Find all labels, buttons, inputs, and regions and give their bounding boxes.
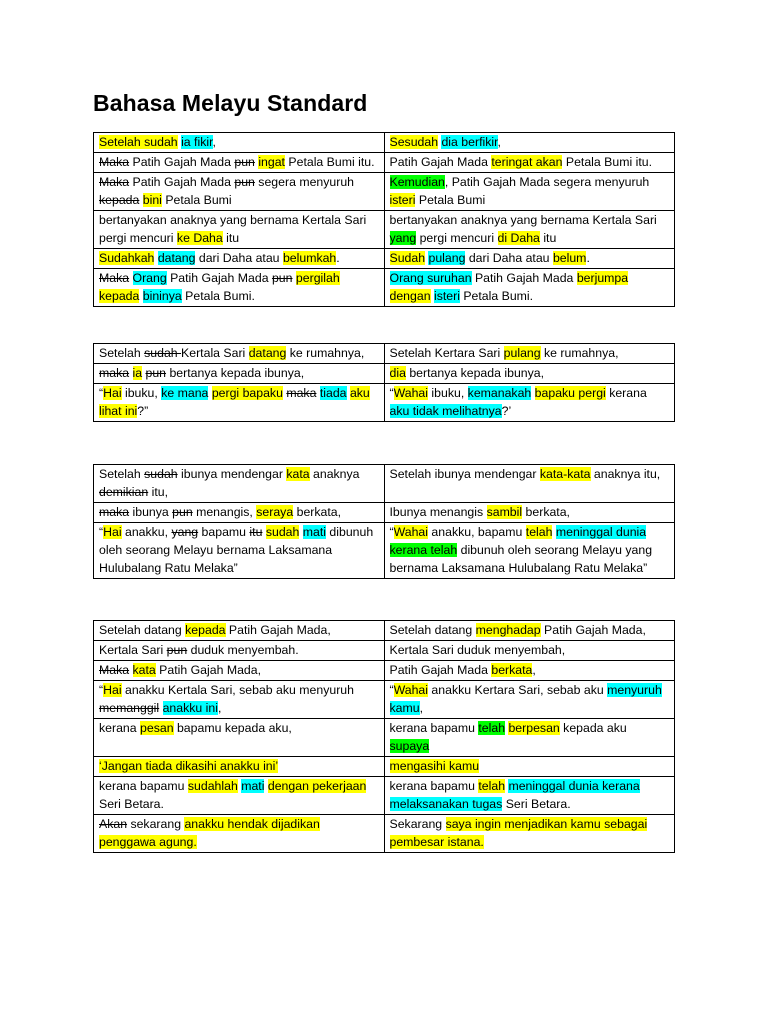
struck-word: pun — [234, 175, 255, 189]
text-segment: Petala Bumi. — [181, 289, 255, 303]
highlighted-word: dia — [389, 366, 406, 380]
text-segment: ke rumahnya, — [540, 346, 619, 360]
struck-word: Maka — [99, 663, 130, 677]
table-row — [94, 153, 675, 173]
comparison-table-2 — [93, 343, 675, 422]
struck-word: kepada — [99, 193, 140, 207]
highlighted-word: Setelah sudah — [99, 135, 178, 149]
text-segment: dibunuh oleh seorang Melayu yang bernama Laksamana Hulubalang Ratu Melaka” — [389, 543, 653, 575]
text-segment: Kertala Sari — [99, 643, 167, 657]
highlighted-word: Hai — [103, 683, 122, 697]
text-segment: Petala Bumi itu. — [562, 155, 653, 169]
text-segment: , — [419, 701, 423, 715]
text-segment: kerana — [605, 386, 647, 400]
highlighted-word: Sudahkah — [99, 251, 155, 265]
original-text-cell — [94, 364, 385, 384]
struck-word: demikian — [99, 485, 149, 499]
text-segment: “ — [99, 386, 104, 400]
highlighted-word: ke Daha — [176, 231, 223, 245]
table-row — [94, 641, 675, 661]
standard-text-cell — [384, 465, 675, 503]
text-segment: Setelah — [99, 346, 145, 360]
text-segment: Petala Bumi — [415, 193, 486, 207]
text-segment: anaknya — [309, 467, 360, 481]
highlighted-word: belum — [552, 251, 587, 265]
highlighted-word: Wahai — [393, 525, 429, 539]
highlighted-word: isteri — [389, 193, 416, 207]
original-text-cell — [94, 249, 385, 269]
struck-word: Akan — [99, 817, 128, 831]
highlighted-word: menghadap — [475, 623, 541, 637]
highlighted-word: pulang — [503, 346, 541, 360]
standard-text-cell — [384, 153, 675, 173]
text-segment: Patih Gajah Mada — [389, 663, 492, 677]
original-text-cell — [94, 503, 385, 523]
text-segment — [129, 366, 132, 380]
text-segment: , — [212, 135, 216, 149]
highlighted-word: isteri — [433, 289, 460, 303]
original-text-cell — [94, 681, 385, 719]
highlighted-word: Orang — [132, 271, 167, 285]
original-text-cell — [94, 269, 385, 307]
text-segment: “ — [389, 386, 394, 400]
text-segment: ibunya mendengar — [177, 467, 287, 481]
original-text-cell — [94, 153, 385, 173]
text-segment: Seri Betara. — [99, 797, 164, 811]
text-segment: Patih Gajah Mada — [471, 271, 577, 285]
text-segment: Patih Gajah Mada — [389, 155, 492, 169]
highlighted-word: ia fikir — [181, 135, 213, 149]
highlighted-word: bini — [142, 193, 162, 207]
standard-text-cell — [384, 757, 675, 777]
standard-text-cell — [384, 523, 675, 579]
highlighted-word: kepada — [185, 623, 226, 637]
struck-word: itu — [249, 525, 263, 539]
page-title: Bahasa Melayu Standard — [93, 90, 368, 116]
text-segment: ibuku, — [121, 386, 162, 400]
highlighted-word: di Daha — [497, 231, 540, 245]
table-row — [94, 269, 675, 307]
struck-word: sudah — [144, 346, 182, 360]
original-text-cell — [94, 465, 385, 503]
standard-text-cell — [384, 681, 675, 719]
original-text-cell — [94, 757, 385, 777]
text-segment: kerana bapamu — [389, 721, 479, 735]
comparison-table-1 — [93, 132, 675, 307]
struck-word: Maka — [99, 271, 130, 285]
text-segment: kerana — [99, 721, 141, 735]
highlighted-word: telah — [478, 721, 506, 735]
struck-word: Maka — [99, 175, 130, 189]
highlighted-word: ia — [132, 366, 143, 380]
original-text-cell — [94, 523, 385, 579]
text-segment: itu — [539, 231, 557, 245]
text-segment: dari Daha atau — [195, 251, 283, 265]
original-text-cell — [94, 815, 385, 853]
highlighted-word: aku lihat ini — [99, 386, 370, 418]
highlighted-word: dengan pekerjaan — [267, 779, 367, 793]
table-row — [94, 621, 675, 641]
text-segment: itu — [222, 231, 240, 245]
text-segment — [129, 271, 132, 285]
highlighted-word: mati — [302, 525, 327, 539]
text-segment: Seri Betara. — [502, 797, 571, 811]
original-text-cell — [94, 661, 385, 681]
text-segment: anakku Kertala Sari, sebab aku menyuruh — [121, 683, 354, 697]
text-segment: Petala Bumi. — [459, 289, 534, 303]
highlighted-word: berkata — [491, 663, 533, 677]
highlighted-word: Hai — [103, 386, 122, 400]
highlighted-word: mengasihi kamu — [389, 759, 480, 773]
text-segment: Patih Gajah Mada, — [540, 623, 646, 637]
text-segment: Setelah — [99, 467, 145, 481]
struck-word: sudah — [144, 467, 178, 481]
standard-text-cell — [384, 384, 675, 422]
table-row — [94, 133, 675, 153]
text-segment: anakku Kertara Sari, sebab aku — [428, 683, 608, 697]
comparison-table-4 — [93, 620, 675, 853]
text-segment: Kertala Sari duduk menyembah, — [389, 643, 566, 657]
text-segment: Patih Gajah Mada — [129, 155, 235, 169]
highlighted-word: kata-kata — [539, 467, 591, 481]
text-segment: , Patih Gajah Mada segera menyuruh — [444, 175, 650, 189]
text-segment: segera menyuruh — [254, 175, 355, 189]
highlighted-word: kemanakah — [467, 386, 532, 400]
standard-text-cell — [384, 133, 675, 153]
text-segment: , — [217, 701, 222, 715]
struck-word: pun — [145, 366, 167, 380]
text-segment: Setelah ibunya mendengar — [389, 467, 540, 481]
text-segment: , — [532, 663, 536, 677]
highlighted-word: sambil — [486, 505, 523, 519]
text-segment: Ibunya menangis — [389, 505, 487, 519]
highlighted-word: yang — [389, 231, 417, 245]
highlighted-word: belumkah — [282, 251, 337, 265]
text-segment: ibuku, — [428, 386, 468, 400]
struck-word: maka — [286, 386, 317, 400]
highlighted-word: datang — [248, 346, 287, 360]
text-segment: “ — [99, 525, 104, 539]
original-text-cell — [94, 621, 385, 641]
text-segment: ibunya — [129, 505, 173, 519]
standard-text-cell — [384, 777, 675, 815]
table-row — [94, 344, 675, 364]
text-segment: bertanyakan anaknya yang bernama Kertala Sari — [389, 213, 657, 227]
text-segment: Patih Gajah Mada, — [225, 623, 331, 637]
highlighted-word: seraya — [256, 505, 294, 519]
highlighted-word: mati — [241, 779, 265, 793]
highlighted-word: pulang — [428, 251, 466, 265]
highlighted-word: berpesan — [508, 721, 560, 735]
text-segment: Petala Bumi itu. — [284, 155, 375, 169]
highlighted-word: meninggal dunia — [555, 525, 647, 539]
highlighted-word: ‘Jangan tiada dikasihi anakku ini’ — [99, 759, 279, 773]
table-row — [94, 211, 675, 249]
table-row — [94, 661, 675, 681]
text-segment: kepada aku — [559, 721, 627, 735]
table-row — [94, 249, 675, 269]
text-segment: . — [336, 251, 340, 265]
highlighted-word: ingat — [258, 155, 285, 169]
text-segment: berkata, — [293, 505, 342, 519]
text-segment: duduk menyembah. — [187, 643, 299, 657]
original-text-cell — [94, 719, 385, 757]
text-segment: anaknya itu, — [590, 467, 661, 481]
table-row — [94, 777, 675, 815]
text-segment: Petala Bumi — [161, 193, 232, 207]
text-segment: “ — [389, 683, 394, 697]
struck-word: Maka — [99, 155, 130, 169]
highlighted-word: Sudah — [389, 251, 426, 265]
text-segment: ?’ — [501, 404, 512, 418]
text-segment: dari Daha atau — [465, 251, 553, 265]
text-segment: , — [497, 135, 501, 149]
highlighted-word: ke mana — [161, 386, 209, 400]
original-text-cell — [94, 344, 385, 364]
text-segment: ?” — [137, 404, 149, 418]
standard-text-cell — [384, 503, 675, 523]
standard-text-cell — [384, 719, 675, 757]
standard-text-cell — [384, 344, 675, 364]
text-segment: menangis, — [192, 505, 257, 519]
text-segment: Sekarang — [389, 817, 446, 831]
text-segment: “ — [389, 525, 394, 539]
highlighted-word: berjumpa dengan — [389, 271, 629, 303]
highlighted-word: datang — [157, 251, 196, 265]
original-text-cell — [94, 173, 385, 211]
standard-text-cell — [384, 661, 675, 681]
highlighted-word: pesan — [140, 721, 174, 735]
text-segment: dibunuh oleh seorang Melayu bernama Laksamana Hulubalang Ratu Melaka” — [99, 525, 374, 575]
text-segment: kerana bapamu — [99, 779, 188, 793]
table-row — [94, 757, 675, 777]
text-segment: bertanya kepada ibunya, — [405, 366, 545, 380]
highlighted-word: sudah — [265, 525, 300, 539]
highlighted-word: supaya — [389, 739, 430, 753]
highlighted-word: Orang suruhan — [389, 271, 472, 285]
highlighted-word: aku tidak melihatnya — [389, 404, 502, 418]
table-row — [94, 681, 675, 719]
highlighted-word: kerana telah — [389, 543, 458, 557]
struck-word: pun — [172, 505, 193, 519]
highlighted-word: Kemudian — [389, 175, 445, 189]
text-segment: Patih Gajah Mada — [129, 175, 235, 189]
text-segment: pergi mencuri — [416, 231, 498, 245]
highlighted-word: pergilah kepada — [99, 271, 340, 303]
standard-text-cell — [384, 364, 675, 384]
table-row — [94, 523, 675, 579]
table-row — [94, 364, 675, 384]
highlighted-word: Sesudah — [389, 135, 439, 149]
highlighted-word: anakku ini — [162, 701, 218, 715]
struck-word: pun — [271, 271, 293, 285]
highlighted-word: meninggal dunia kerana melaksanakan tugas — [389, 779, 640, 811]
standard-text-cell — [384, 173, 675, 211]
standard-text-cell — [384, 621, 675, 641]
struck-word: yang — [171, 525, 199, 539]
text-segment: anakku, — [121, 525, 172, 539]
highlighted-word: Wahai — [393, 386, 429, 400]
text-segment: kerana bapamu — [389, 779, 479, 793]
struck-word: maka — [99, 505, 130, 519]
text-segment: bertanyakan anaknya yang bernama Kertala Sari pergi mencuri — [99, 213, 367, 245]
original-text-cell — [94, 211, 385, 249]
highlighted-word: tiada — [319, 386, 347, 400]
text-segment: Kertala Sari — [181, 346, 249, 360]
comparison-table-3 — [93, 464, 675, 579]
highlighted-word: dia berfikir — [441, 135, 498, 149]
text-segment: “ — [99, 683, 104, 697]
table-row — [94, 719, 675, 757]
text-segment: bapamu kepada aku, — [173, 721, 292, 735]
highlighted-word: anakku hendak dijadikan penggawa agung. — [99, 817, 320, 849]
text-segment: ke rumahnya, — [286, 346, 365, 360]
text-segment: itu, — [148, 485, 169, 499]
highlighted-word: menyuruh kamu — [389, 683, 662, 715]
highlighted-word: sudahlah — [187, 779, 238, 793]
highlighted-word: telah — [478, 779, 506, 793]
text-segment: berkata, — [522, 505, 570, 519]
original-text-cell — [94, 384, 385, 422]
original-text-cell — [94, 133, 385, 153]
text-segment: Setelah datang — [389, 623, 476, 637]
text-segment: bertanya kepada ibunya, — [166, 366, 305, 380]
struck-word: pun — [166, 643, 188, 657]
standard-text-cell — [384, 641, 675, 661]
table-row — [94, 503, 675, 523]
highlighted-word: bininya — [142, 289, 182, 303]
highlighted-word: bapaku pergi — [534, 386, 606, 400]
struck-word: memanggil — [99, 701, 160, 715]
highlighted-word: saya ingin menjadikan kamu sebagai pembesar istana. — [389, 817, 648, 849]
struck-word: maka — [99, 366, 130, 380]
standard-text-cell — [384, 269, 675, 307]
original-text-cell — [94, 777, 385, 815]
highlighted-word: telah — [525, 525, 553, 539]
text-segment: . — [586, 251, 590, 265]
original-text-cell — [94, 641, 385, 661]
table-row — [94, 815, 675, 853]
table-row — [94, 465, 675, 503]
table-row — [94, 173, 675, 211]
text-segment: Patih Gajah Mada, — [155, 663, 262, 677]
table-row — [94, 384, 675, 422]
text-segment: Setelah Kertara Sari — [389, 346, 504, 360]
standard-text-cell — [384, 815, 675, 853]
struck-word: pun — [234, 155, 255, 169]
text-segment: Setelah datang — [99, 623, 186, 637]
highlighted-word: Hai — [103, 525, 122, 539]
highlighted-word: kata — [286, 467, 310, 481]
text-segment: bapamu — [198, 525, 250, 539]
highlighted-word: teringat akan — [491, 155, 563, 169]
text-segment: Patih Gajah Mada — [166, 271, 272, 285]
text-segment: sekarang — [127, 817, 185, 831]
highlighted-word: pergi bapaku — [211, 386, 283, 400]
highlighted-word: kata — [132, 663, 156, 677]
highlighted-word: Wahai — [393, 683, 429, 697]
standard-text-cell — [384, 249, 675, 269]
text-segment: anakku, bapamu — [428, 525, 526, 539]
text-segment — [129, 663, 132, 677]
standard-text-cell — [384, 211, 675, 249]
